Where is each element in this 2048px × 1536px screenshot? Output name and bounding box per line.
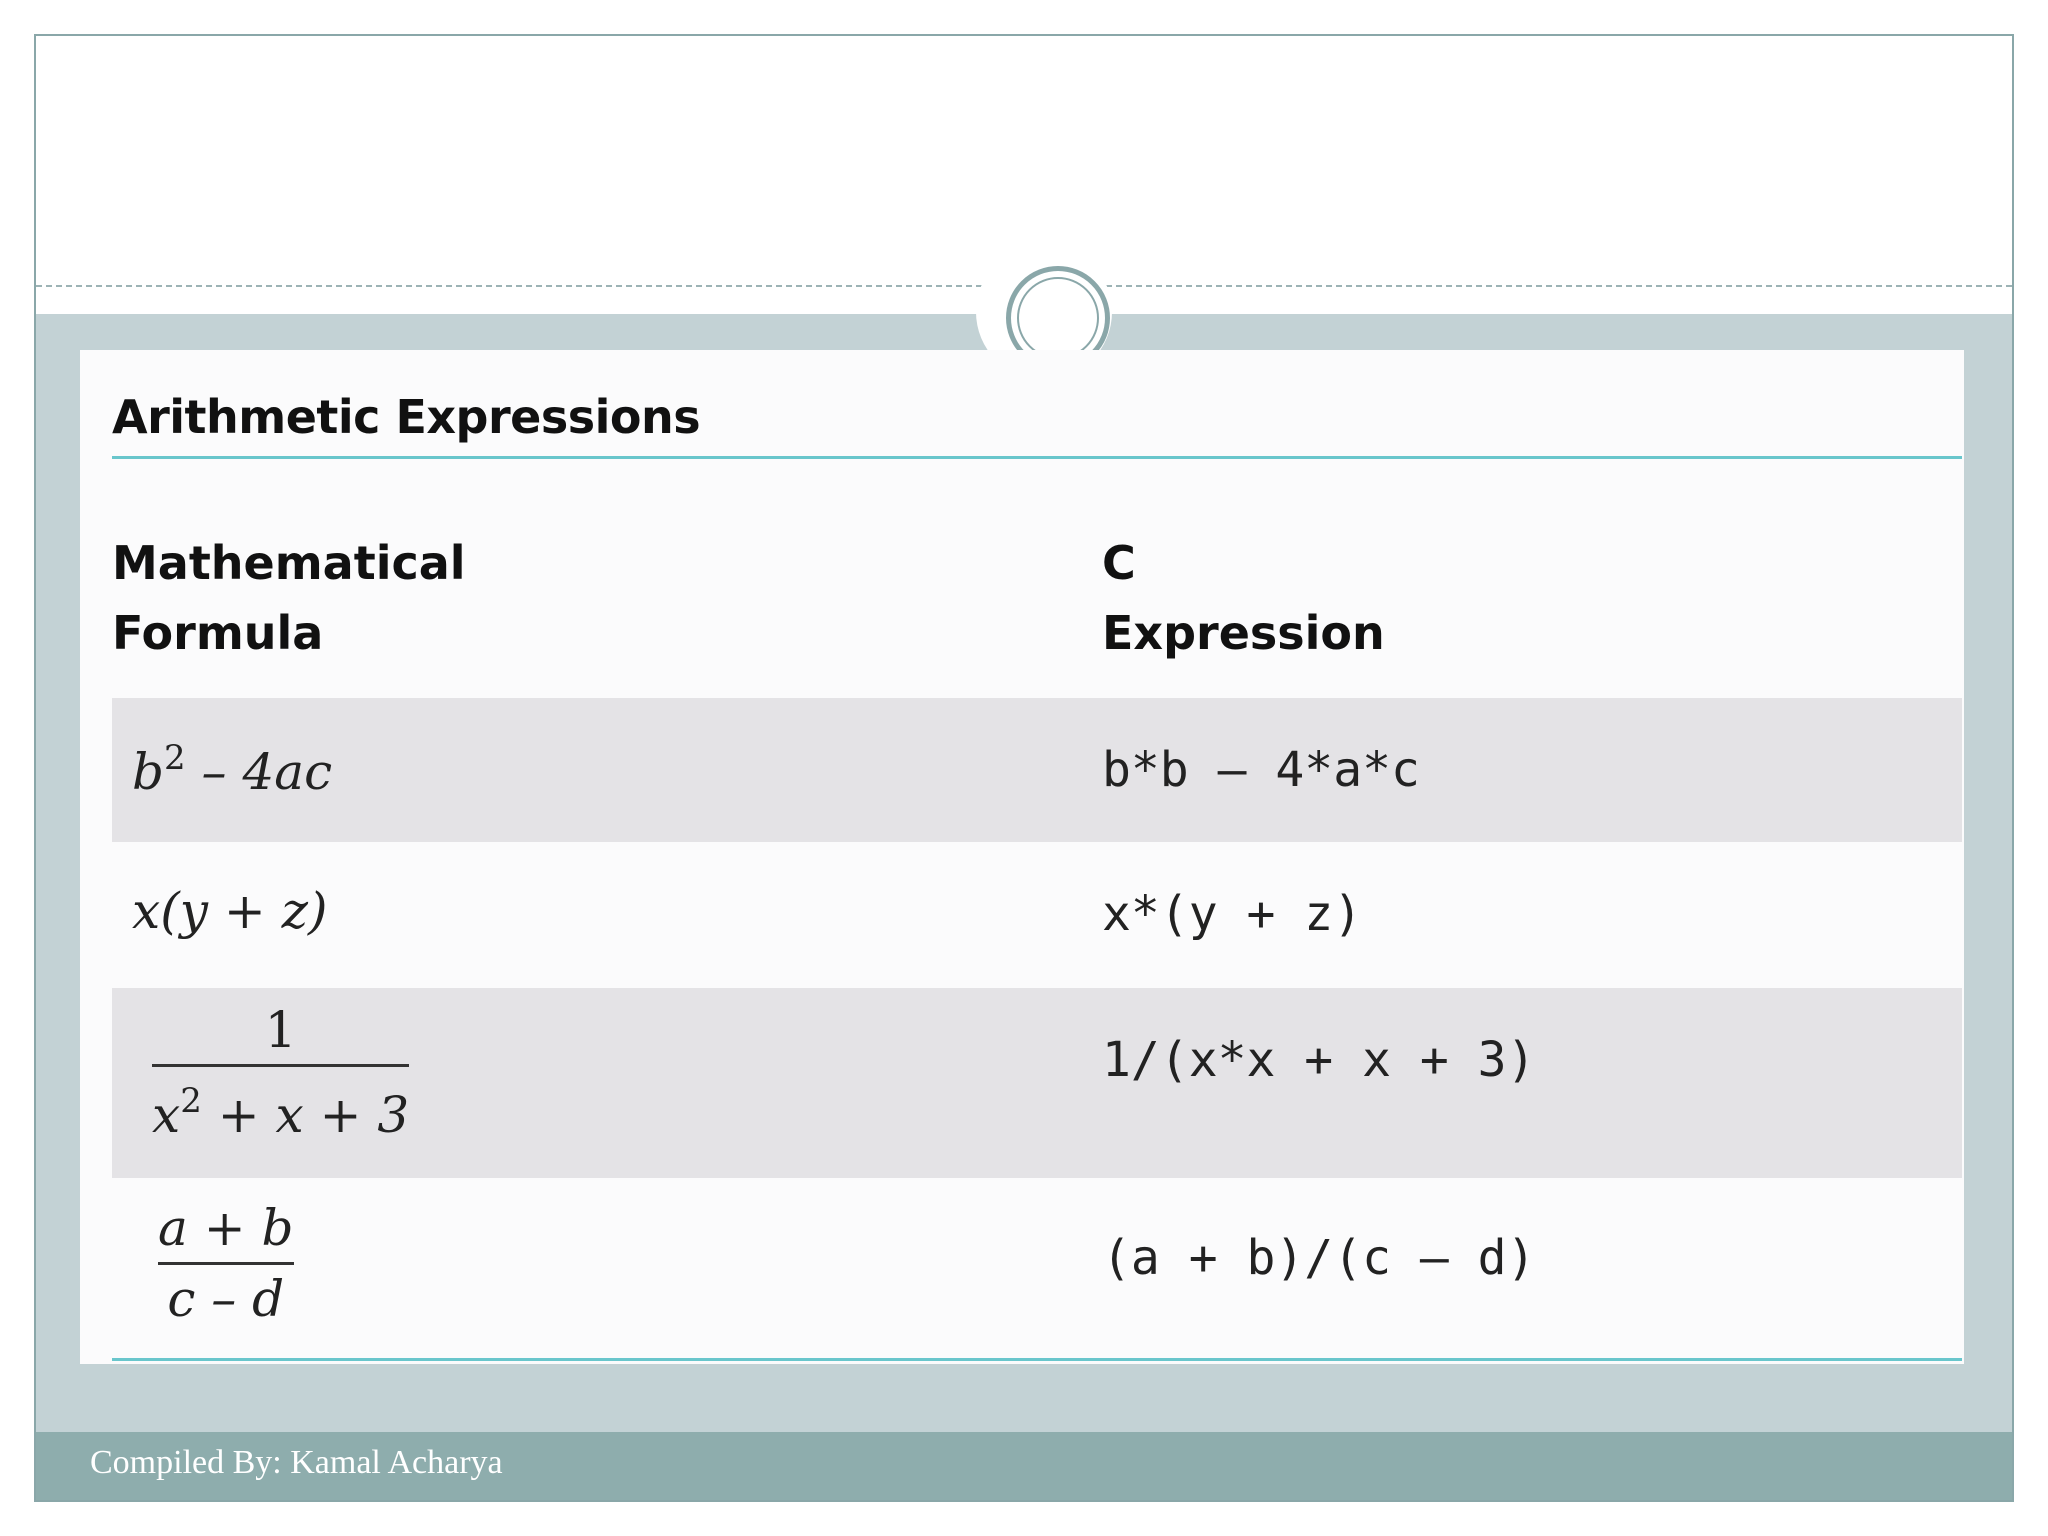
c-expression-cell: (a + b)/(c – d) [1102,1230,1536,1286]
figure-title: Arithmetic Expressions [112,390,701,444]
table-row [112,698,1962,842]
column-header-c-expression: C Expression [1102,536,1385,660]
table-row [112,842,1962,988]
formula-cell: x(y + z) [132,882,328,940]
footer-bar [36,1432,2012,1502]
formula-cell: 1 $x^2 + x + 3$ [152,1001,410,1144]
c-expression-cell: b*b – 4*a*c [1102,742,1420,798]
table-row [112,988,1962,1178]
table-row [112,1178,1962,1356]
fraction-bar [158,1262,294,1265]
fraction-bar [152,1064,409,1067]
table-figure [80,350,1964,1364]
formula-cell: a + b c – d [158,1199,294,1328]
bottom-rule [112,1358,1962,1361]
slide-frame [34,34,2014,1502]
footer-credit: Compiled By: Kamal Acharya [90,1444,503,1481]
c-expression-cell: 1/(x*x + x + 3) [1102,1032,1536,1088]
column-header-formula: Mathematical Formula [112,536,466,660]
formula-cell: $b^2 - 4ac$ [132,738,333,801]
c-expression-cell: x*(y + z) [1102,886,1363,942]
title-rule [112,456,1962,459]
